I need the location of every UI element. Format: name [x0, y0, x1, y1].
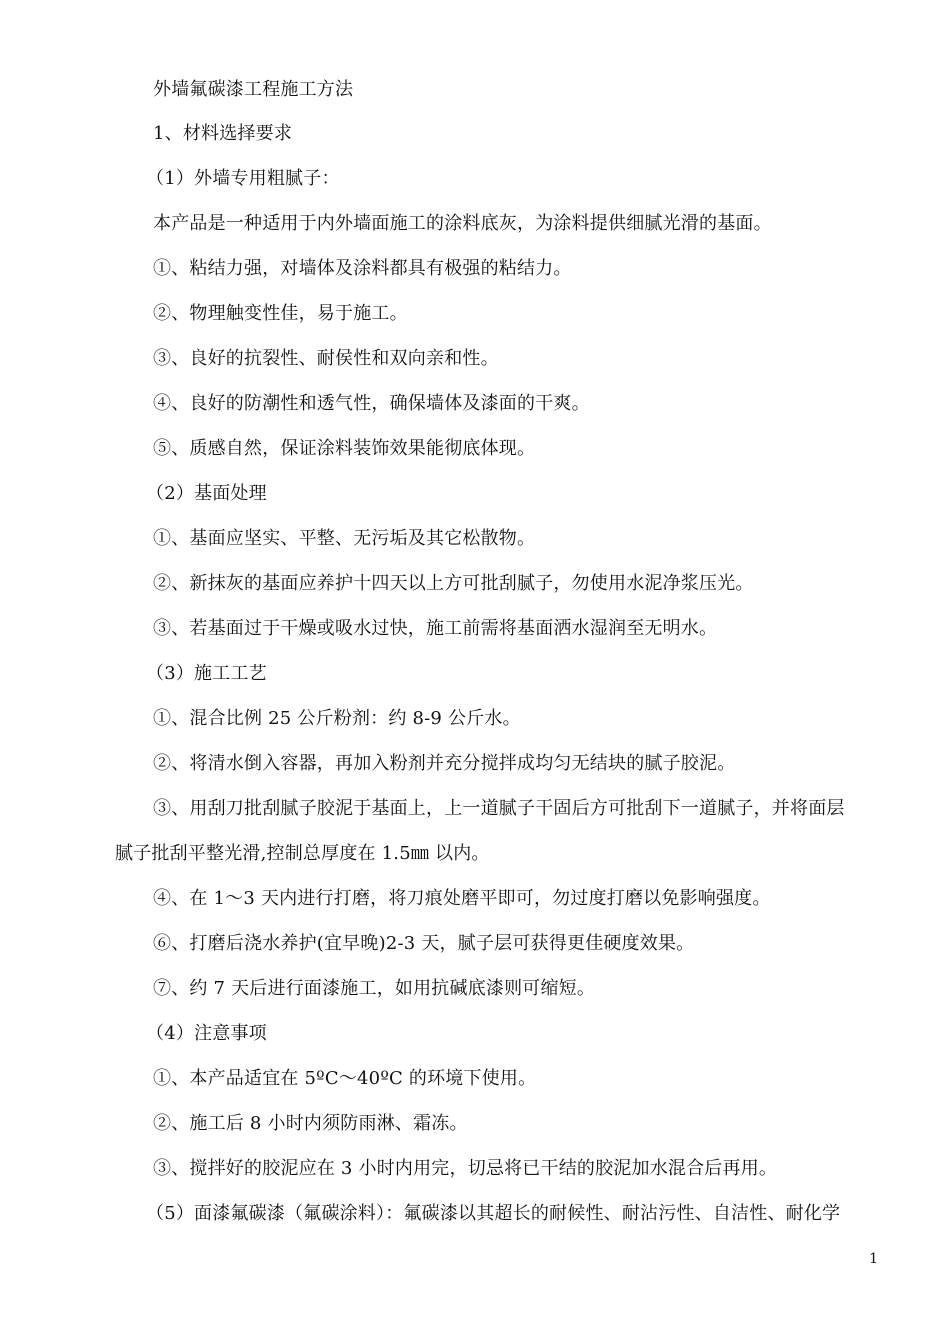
subsection-heading: （2）基面处理: [146, 483, 267, 504]
list-item: ①、混合比例 25 公斤粉剂：约 8-9 公斤水。: [153, 708, 521, 729]
list-item: ③、良好的抗裂性、耐侯性和双向亲和性。: [153, 348, 499, 369]
list-item: ②、将清水倒入容器，再加入粉剂并充分搅拌成均匀无结块的腻子胶泥。: [153, 753, 736, 774]
list-item: ①、基面应坚实、平整、无污垢及其它松散物。: [153, 528, 536, 549]
list-item: ③、搅拌好的胶泥应在 3 小时内用完，切忌将已干结的胶泥加水混合后再用。: [153, 1158, 778, 1179]
section-heading: 1、材料选择要求: [153, 123, 293, 144]
subsection-heading: （1）外墙专用粗腻子：: [146, 168, 340, 189]
list-item: ③、用刮刀批刮腻子胶泥于基面上，上一道腻子干固后方可批刮下一道腻子，并将面层: [153, 798, 845, 819]
list-item: ④、良好的防潮性和透气性，确保墙体及漆面的干爽。: [153, 393, 590, 414]
document-title: 外墙氟碳漆工程施工方法: [153, 79, 354, 100]
paragraph-continuation-line: 腻子批刮平整光滑,控制总厚度在 1.5㎜ 以内。: [115, 843, 490, 864]
list-item: ②、新抹灰的基面应养护十四天以上方可批刮腻子，勿使用水泥净浆压光。: [153, 573, 754, 594]
subsection-heading: （4）注意事项: [146, 1023, 267, 1044]
page-number: 1: [869, 1251, 878, 1267]
list-item: ⑥、打磨后浇水养护(宜早晚)2-3 天，腻子层可获得更佳硬度效果。: [153, 933, 695, 954]
subsection-heading: （3）施工工艺: [146, 663, 267, 684]
list-item: ①、本产品适宜在 5ºC～40ºC 的环境下使用。: [153, 1068, 537, 1089]
list-item: ④、在 1～3 天内进行打磨，将刀痕处磨平即可，勿过度打磨以免影响强度。: [153, 888, 771, 909]
paragraph-line: 本产品是一种适用于内外墙面施工的涂料底灰，为涂料提供细腻光滑的基面。: [153, 213, 772, 234]
list-item: ②、施工后 8 小时内须防雨淋、霜冻。: [153, 1113, 468, 1134]
subsection-heading: （5）面漆氟碳漆（氟碳涂料）：氟碳漆以其超长的耐候性、耐沾污性、自洁性、耐化学: [146, 1203, 841, 1224]
list-item: ⑦、约 7 天后进行面漆施工，如用抗碱底漆则可缩短。: [153, 978, 596, 999]
list-item: ⑤、质感自然，保证涂料装饰效果能彻底体现。: [153, 438, 536, 459]
list-item: ③、若基面过于干燥或吸水过快，施工前需将基面洒水湿润至无明水。: [153, 618, 718, 639]
list-item: ①、粘结力强，对墙体及涂料都具有极强的粘结力。: [153, 258, 572, 279]
list-item: ②、物理触变性佳，易于施工。: [153, 303, 408, 324]
